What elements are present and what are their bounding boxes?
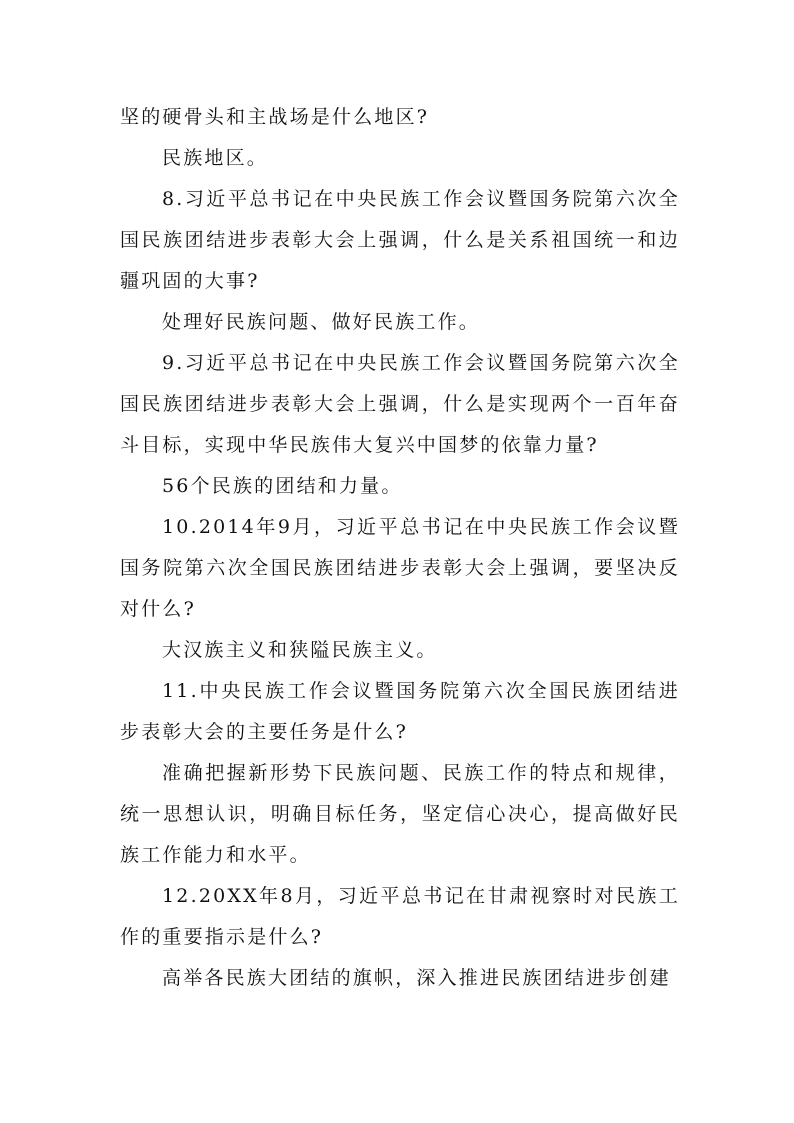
answer-7: 民族地区。 — [162, 147, 269, 169]
document-body — [120, 97, 680, 999]
question-8: 8.习近平总书记在中央民族工作会议暨国务院第六次全国民族团结进步表彰大会上强调，什么是关系祖国统一和边疆巩固的大事? — [120, 188, 680, 292]
answer-12-partial: 高举各民族大团结的旗帜，深入推进民族团结进步创建 — [162, 967, 671, 989]
question-12: 12.20XX年8月，习近平总书记在甘肃视察时对民族工作的重要指示是什么? — [120, 885, 680, 948]
answer-9: 56个民族的团结和力量。 — [162, 475, 403, 497]
answer-10: 大汉族主义和狭隘民族主义。 — [162, 639, 438, 661]
question-11: 11.中央民族工作会议暨国务院第六次全国民族团结进步表彰大会的主要任务是什么? — [120, 680, 680, 743]
question-9: 9.习近平总书记在中央民族工作会议暨国务院第六次全国民族团结进步表彰大会上强调，什么是实现两个一百年奋斗目标，实现中华民族伟大复兴中国梦的依靠力量? — [120, 352, 680, 456]
answer-11: 准确把握新形势下民族问题、民族工作的特点和规律，统一思想认识，明确目标任务，坚定信心决心，提高做好民族工作能力和水平。 — [120, 762, 680, 866]
answer-8: 处理好民族问题、做好民族工作。 — [162, 311, 481, 333]
paragraph-continuation-q7: 坚的硬骨头和主战场是什么地区? — [120, 106, 430, 128]
question-10: 10.2014年9月，习近平总书记在中央民族工作会议暨国务院第六次全国民族团结进步表彰大会上强调，要坚决反对什么? — [120, 516, 680, 620]
